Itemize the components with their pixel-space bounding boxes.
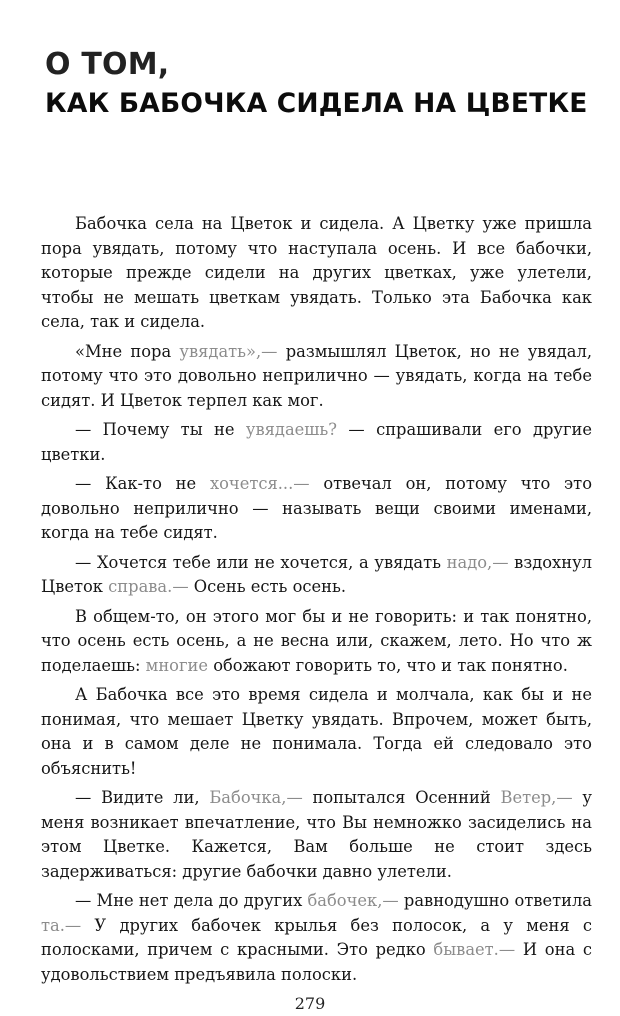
page-number: 279 [294,994,326,1013]
paragraph [41,889,592,987]
text-run: у меня возникает впечатление, что Вы немножко засиделись на этом Цветке. Кажется, Вам больше не стоит здесь задерживаться: другие бабочки давно улетели. [41,788,592,881]
chapter-title-line-2: КАК БАБОЧКА СИДЕЛА НА ЦВЕТКЕ [45,88,588,119]
paragraph [41,418,592,467]
text-run: — спрашивали его другие цветки. [41,420,592,464]
text-run: «Мне пора [75,341,180,361]
faded-text-run: хочется...— [209,474,310,493]
faded-text-run: бывает.— [433,940,516,959]
paragraph [41,683,592,781]
text-run: А Бабочка все это время сидела и молчала, как бы и не понимая, что мешает Цветку увядать. Впрочем, может быть, она и в самом деле не понимала. Тогда ей следовало это объяснить! [41,685,592,778]
faded-text-run: справа.— [108,577,189,596]
paragraph [41,551,592,600]
faded-text-run: та.— [41,915,82,935]
text-run: — Хочется тебе или не хочется, а увядать [75,552,447,572]
text-run: вздохнул Цветок [41,552,592,596]
faded-text-run: надо,— [446,552,509,572]
paragraph [41,340,592,414]
text-run: отвечал он, потому что это довольно неприлично — называть вещи своими именами, когда на тебе сидят. [41,474,592,542]
text-run: И она с удовольствием предъявила полоски. [41,940,592,984]
paragraph [41,786,592,884]
text-run: — Как-то не [75,474,210,493]
paragraph [41,472,592,546]
body-text [41,212,592,992]
faded-text-run: увядать»,— [179,341,278,361]
text-run: размышлял Цветок, но не увядал, потому что это довольно неприлично — увядать, когда на тебе сидят. И Цветок терпел как мог. [41,341,592,410]
faded-text-run: многие [145,655,209,675]
text-run: Осень есть осень. [188,577,347,596]
text-run: Бабочка села на Цветок и сидела. А Цветку уже пришла пора увядать, потому что наступала осень. И все бабочки, которые прежде сидели на других цветках, уже улетели, чтобы не мешать цветкам увядать. Только эта Бабочка как села, так и сидела. [41,214,592,331]
text-run: — Мне нет дела до других [75,891,308,910]
faded-text-run: увядаешь? [245,420,338,439]
faded-text-run: Бабочка,— [209,788,303,807]
text-run: попытался Осенний [302,788,501,807]
text-run: обожают говорить то, что и так понятно. [208,655,568,675]
text-run: В общем-то, он этого мог бы и не говорить: и так понятно, что осень есть осень, а не весна или, скажем, лето. Но что ж поделаешь: [41,606,592,675]
faded-text-run: Ветер,— [500,788,573,807]
text-run: равнодушно ответила [398,891,592,910]
chapter-title-line-1: О ТОМ, [45,47,170,82]
text-run: — Видите ли, [75,788,210,807]
faded-text-run: бабочек,— [307,891,399,910]
paragraph [41,212,592,335]
paragraph [41,605,592,679]
text-run: — Почему ты не [75,420,246,439]
chapter-title [45,48,605,122]
text-run: У других бабочек крылья без полосок, а у меня с полосками, причем с красными. Это редко [41,915,592,959]
